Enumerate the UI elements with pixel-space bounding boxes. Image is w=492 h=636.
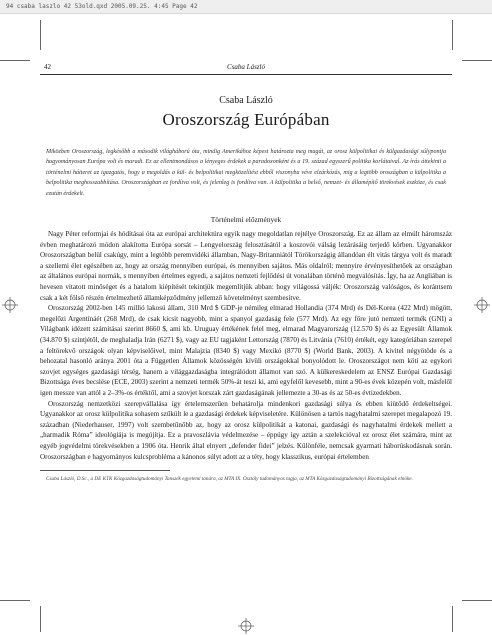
page-number: 42	[44, 63, 51, 71]
body-paragraph: Oroszország 2002-ben 145 millió lakosú állam, 310 Mrd $ GDP-je némileg elmarad Hollandia (374 Mrd) és Dél-Korea (422 Mrd) mögött, megelőzi Argentínáét (268 Mrd), de csak kicsit nagyobb, mint a spanyol gazdaság fele (577 Mrd). Az egy főre jutó nemzeti termék (GNI) a Világbank idézett számításai szerint 8660 $, ami kb. Uruguay értékének felel meg, elmarad Magyarország (12.570 $) és az Egyesült Államok (34.870 $) szintjétől, de meghaladja Irán (6271 $), vagy az EU tagjaként Lettország (7870) és Litvánia (7610) értékét, egy kategóriában szerepel a feltörekvő országok olyan képviselőivel, mint Malajzia (8340 $) vagy Mexikó (8770 $) (World Bank, 2003). A kivitel négyötöde és a behozatal hasonló aránya 2001 óta a Független Államok közösségén kívüli országokkal bonyolódott le. Oroszországot nem köti az egykori szovjet egységes gazdasági térség, hanem a világgazdaságba integrálódott államot van szó. A külkereskedelem az ENSZ Európai Gazdasági Bizottsága éves becslése (ECE, 2003) szerint a nemzeti termék 50%-át teszi ki, ami egyfelől kevesebb, mint a 90-es évek közepén volt, másfelől igen messze van attól a 2–3%-os értéktől, ami a szovjet korszak zárt gazdaságának jellemezte a 30-as és az 50-es évtizedekben.	[40, 304, 452, 397]
document-page	[40, 60, 452, 484]
registration-mark-icon	[238, 618, 254, 634]
crop-mark	[40, 606, 41, 632]
registration-mark-icon	[2, 297, 18, 313]
body-paragraph: Nagy Péter reformjai és hódításai óta az európai architektúra egyik nagy megoldatlan rejtélye Oroszország. Ez az állam az elmúlt háromszáz évben meghatározó módon alakította Európa sorsát – Lengyelország felosztásától a koszovói válság lezárásáig terjedő körben. Ugyanakkor Oroszországban belül csakúgy, mint a legtöbb peremvidéki államban, Nagy-Britanniától Törökországig állandóan élt vitás tárgya volt és maradt a szellemi élet egészében az, hogy az ország mennyiben európai, és mennyiben sajátos. Más oldalról: mennyire érvényesíthetőek az országban az általános európai normák, s mennyiben értelmes egyedi, a sajátos nemzeti fejlődési út vonalában történő megvalósítás. Így, ha az Angliában is hevesen vitatott minőséget és a hatalom kiépítését tekintjük megemlítjük abban: hogy világossá váljék: Oroszország valóságos, és korántsem csak a két fölső részén értelmezhető államképződmény jellemző követelményt szembesítve.	[40, 230, 452, 302]
running-head-title: Csaba László	[227, 63, 265, 71]
article-abstract: Miközben Oroszország, legkésőbb a második világháború óta, mindig Amerikához képest határozta meg magát, az orosz külpolitikai és külgazdasági súlypontja hagyományosan Európa volt és maradt. Ez az ellentmondásos a lényeges érdekek a paradoxonként és a 19. század egyszerű politika korlátaival. Az írás áttekinti a történelmi hátteret az igazgatás, hogy a megoldás a kül- és belpolitikai megközelítést ebből viszonyba véve elzárkózás, mig a legtöbb oroszágban a külpolitika a belpolitika meghosszabbítása. Oroszországban ez fordítva volt, és jelenleg is fordítva van. A külpolitika a belső, nemzet- és államépítő törekvések eszköze, és csak ezután érdekelt.	[46, 149, 446, 197]
author-footnote: Csaba László, D.Sc., a DE KTK Közgazdaságtudományi Tanszék egyetemi tanára, az MTA IX. Osztály tudományos tagja, az MTA Közgazdaságtudományi Bizottságának elnöke.	[46, 476, 413, 483]
section-heading: Történelmi előzmények	[210, 215, 282, 225]
crop-mark	[40, 20, 41, 50]
running-head	[40, 60, 452, 75]
crop-mark	[0, 600, 30, 601]
printer-slug-line: 94 csaba laszlo 42 53old.qxd 2005.09.25. 4:45 Page 42	[0, 0, 492, 14]
crop-mark	[452, 606, 453, 632]
registration-mark-icon	[474, 297, 490, 313]
footnote-divider	[40, 470, 170, 471]
crop-mark	[462, 60, 492, 61]
article-author: Csaba László	[219, 95, 273, 106]
crop-mark	[452, 20, 453, 50]
body-paragraph: Oroszország nemzetközi szerepvállalása így értelemszerűen behatárolja mindenkori gazdasági súlya és ebben kiütődő érdekeltségei. Ugyanakkor az orosz külpolitika sohasem szűkült le a gazdasági érdekek képviseletére. Különösen a tartós nagyhatalmi szerepet megalapozó 19. században (Niederhauser, 1997) volt szembetűnőbb az, hogy az orosz külpolitikát a katonai, gazdasági és nagyhatalmi érdekek mellett a „harmadik Róma” ideológiája is megújítja. Ez a pravoszlávia védelmezése – éppúgy így aztán a szelekcióval ez orosz élet számára, mint az egyéb jogvédelmi törekvésekben a 1906 óta. Henrik által elnyert „defender fidei” jelzés. Különféle, nemcsak gyarmati háborúskodásnak során. Oroszországban e hagyományos kulcsprobléma a kánonos súlyt adott az a téty, hogy klasszikus, európai értelemben	[40, 399, 452, 461]
crop-mark	[462, 600, 492, 601]
article-title: Oroszország Európában	[162, 110, 330, 129]
crop-mark	[0, 60, 30, 61]
article-body	[40, 229, 452, 462]
